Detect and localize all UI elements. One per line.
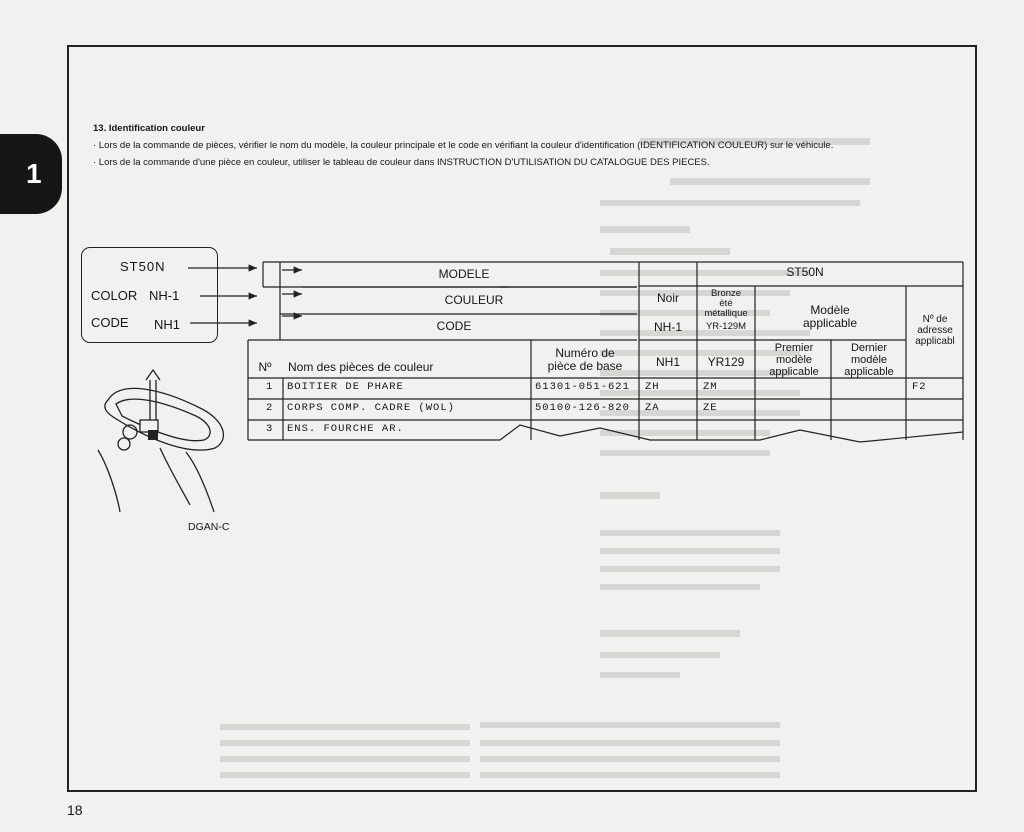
first-model-header: Premier modèle applicable	[769, 342, 819, 378]
row-3-no: 3	[266, 423, 274, 435]
row-3-name: ENS. FOURCHE AR.	[287, 423, 404, 435]
row-2-part: 50100-126-820	[535, 402, 630, 414]
instruction-bullet-2: · Lors de la commande d'une pièce en couleur, utiliser le tableau de couleur dans INSTRUCTION D'UTILISATION DU CATALOGUE DES PIECES.	[93, 157, 710, 168]
row-1-name: BOITIER DE PHARE	[287, 381, 404, 393]
section-title: 13. Identification couleur	[93, 123, 205, 134]
color-2-code: YR129	[707, 355, 745, 369]
address-header: Nº de adresse applicabl	[915, 314, 955, 347]
plate-color-key: COLOR	[91, 288, 138, 303]
row-1-color-1: ZH	[645, 381, 660, 393]
row-1-color-2: ZM	[703, 381, 718, 393]
illustration-caption: DGAN-C	[188, 521, 230, 533]
color-1-code: NH1	[655, 355, 680, 369]
page-number: 18	[67, 802, 83, 818]
col-header-part-name: Nom des pièces de couleur	[288, 360, 434, 374]
model-name-cell: ST50N	[786, 265, 824, 279]
color-label-location-mark	[148, 430, 158, 440]
color-1-name: Noir	[656, 291, 679, 305]
row-1-address: F2	[912, 381, 927, 393]
row-label-code: CODE	[436, 319, 472, 333]
plate-color-value: NH-1	[149, 288, 180, 303]
row-1-no: 1	[266, 381, 274, 393]
last-model-header: Dernier modèle applicable	[844, 342, 894, 378]
applicable-model-header: Modèle applicable	[802, 303, 858, 330]
row-2-no: 2	[266, 402, 274, 414]
frame-illustration	[98, 370, 223, 512]
row-2-color-2: ZE	[703, 402, 718, 414]
plate-code-value: NH1	[154, 317, 181, 332]
color-1-id: NH-1	[653, 320, 682, 334]
plate-code-key: CODE	[91, 315, 129, 330]
color-2-name: Bronze èté métallique	[704, 288, 748, 319]
plate-model-value: ST50N	[120, 259, 166, 274]
row-2-color-1: ZA	[645, 402, 660, 414]
col-header-base-part-no: Numéro de pièce de base	[547, 346, 623, 373]
row-1-part: 61301-051-621	[535, 381, 630, 393]
row-2-name: CORPS COMP. CADRE (WOL)	[287, 402, 455, 414]
row-label-model: MODELE	[438, 267, 490, 281]
color-2-id: YR-129M	[705, 321, 747, 332]
chapter-number: 1	[26, 158, 42, 189]
col-header-no: Nº	[258, 360, 272, 374]
instruction-bullet-1: · Lors de la commande de pièces, vérifier le nom du modèle, la couleur principale et le code en vérifiant la couleur d'identification (IDENTIFICATION COULEUR) sur le véhicule.	[93, 140, 834, 151]
row-label-color: COULEUR	[444, 293, 504, 307]
